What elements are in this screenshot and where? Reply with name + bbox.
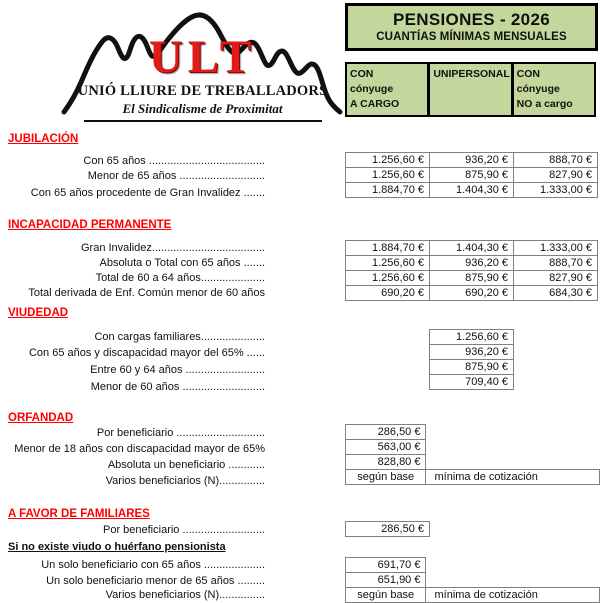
value-cell: 875,90 € [430, 271, 514, 286]
table-row [346, 183, 598, 198]
table-row [346, 256, 598, 271]
column-header-row [345, 62, 598, 117]
row-label: Entre 60 y 64 años .......................... [90, 364, 265, 376]
value-cell: 563,00 € [346, 440, 426, 455]
values-table-si-no-existe-viudo [345, 557, 600, 603]
logo-slogan: El Sindicalisme de Proximitat [122, 101, 283, 116]
logo-acronym: ULT [148, 31, 257, 83]
column-header-unipersonal [428, 62, 512, 117]
title-box [345, 3, 598, 51]
page-title: PENSIONES - 2026 [393, 10, 550, 30]
table-row [346, 522, 430, 537]
table-row [430, 375, 514, 390]
value-cell: 1.256,60 € [346, 256, 430, 271]
column-header-line2: cónyuge [516, 82, 560, 95]
column-header-line1: CON [350, 68, 374, 80]
value-cell: 1.256,60 € [346, 153, 430, 168]
value-cell: 1.256,60 € [346, 271, 430, 286]
column-header-line2: cónyuge [350, 82, 394, 95]
value-cell-base: según base [346, 588, 426, 603]
table-row [346, 558, 600, 573]
column-header-line3: A CARGO [350, 97, 400, 110]
value-cell: 936,20 € [430, 153, 514, 168]
row-label: Un solo beneficiario menor de 65 años ......... [46, 575, 265, 587]
row-label: Un solo beneficiario con 65 años .................... [41, 559, 265, 571]
value-cell: 651,90 € [346, 573, 426, 588]
row-label: Por beneficiario ............................. [96, 427, 265, 439]
table-row [346, 425, 600, 440]
value-cell: 888,70 € [514, 256, 598, 271]
value-cell: 828,80 € [346, 455, 426, 470]
row-label: Absoluta o Total con 65 años ....... [99, 257, 265, 269]
value-cell: 684,30 € [514, 286, 598, 301]
value-cell: 690,20 € [430, 286, 514, 301]
row-label: Gran Invalidez..................................... [80, 242, 265, 254]
table-row [346, 455, 600, 470]
row-label: Total de 60 a 64 años..................... [95, 272, 265, 284]
table-row [430, 360, 514, 375]
values-table-jubilacion [345, 152, 598, 198]
column-header-con-conyuge-a-cargo [345, 62, 429, 117]
value-cell: 936,20 € [430, 256, 514, 271]
values-table-orfandad [345, 424, 600, 485]
value-cell: 1.256,60 € [430, 330, 514, 345]
row-label: Con 65 años y discapacidad mayor del 65% ...... [28, 347, 265, 359]
value-cell: 827,90 € [514, 168, 598, 183]
section-title-si-no-existe-viudo: Si no existe viudo o huérfano pensionista [8, 541, 226, 553]
value-cell: 1.884,70 € [346, 241, 430, 256]
value-cell: 286,50 € [346, 522, 430, 537]
logo-underline [84, 120, 322, 122]
value-cell-base-note: mínima de cotización [426, 588, 600, 603]
column-header-con-conyuge-no-a-cargo [512, 62, 596, 117]
table-row [346, 271, 598, 286]
value-cell: 875,90 € [430, 360, 514, 375]
value-cell: 1.333,00 € [514, 183, 598, 198]
ult-logo [60, 8, 345, 126]
value-cell: 691,70 € [346, 558, 426, 573]
value-cell-base: según base [346, 470, 426, 485]
values-table-a-favor-de-familiares [345, 521, 430, 537]
value-cell: 690,20 € [346, 286, 430, 301]
logo-union-name: UNIÓ LLIURE DE TREBALLADORS [77, 83, 328, 99]
table-row [346, 573, 600, 588]
empty-cell [426, 425, 600, 440]
column-header-line3: NO a cargo [516, 97, 573, 110]
row-label: Menor de 60 años ........................... [90, 381, 265, 393]
section-title-a-favor-de-familiares: A FAVOR DE FAMILIARES [8, 508, 150, 520]
page-subtitle: CUANTÍAS MÍNIMAS MENSUALES [376, 30, 567, 43]
row-label: Absoluta un beneficiario ............ [107, 459, 265, 471]
row-label: Menor de 65 años ............................ [87, 170, 265, 182]
section-title-orfandad: ORFANDAD [8, 412, 74, 424]
value-cell: 936,20 € [430, 345, 514, 360]
row-label: Varios beneficiarios (N)............... [105, 475, 265, 487]
value-cell-base-note: mínima de cotización [426, 470, 600, 485]
table-row [346, 241, 598, 256]
section-title-viudedad: VIUDEDAD [8, 307, 69, 319]
row-label: Con 65 años procedente de Gran Invalidez ....... [30, 187, 265, 199]
row-label: Total derivada de Enf. Común menor de 60 años [28, 287, 265, 299]
empty-cell [426, 573, 600, 588]
value-cell: 1.333,00 € [514, 241, 598, 256]
values-table-incapacidad-permanente [345, 240, 598, 301]
value-cell: 827,90 € [514, 271, 598, 286]
empty-cell [426, 440, 600, 455]
value-cell: 875,90 € [430, 168, 514, 183]
value-cell: 1.404,30 € [430, 241, 514, 256]
row-label: Con 65 años ...................................... [83, 155, 265, 167]
table-row [346, 168, 598, 183]
column-header-line1: CON [516, 68, 540, 80]
value-cell: 1.404,30 € [430, 183, 514, 198]
row-label: Varios beneficiarios (N)............... [105, 589, 265, 601]
table-row [430, 345, 514, 360]
table-row [346, 440, 600, 455]
table-row [430, 330, 514, 345]
section-title-jubilacion: JUBILACIÓN [8, 133, 79, 145]
empty-cell [426, 558, 600, 573]
value-cell: 1.884,70 € [346, 183, 430, 198]
row-label: Con cargas familiares..................... [94, 331, 265, 343]
table-row [346, 153, 598, 168]
value-cell: 888,70 € [514, 153, 598, 168]
column-header-line1: UNIPERSONAL [433, 68, 510, 80]
table-row [346, 286, 598, 301]
value-cell: 1.256,60 € [346, 168, 430, 183]
table-row [346, 470, 600, 485]
values-table-viudedad [429, 329, 514, 390]
row-label: Por beneficiario ........................... [102, 524, 265, 536]
row-label: Menor de 18 años con discapacidad mayor de 65% [14, 443, 265, 455]
table-row [346, 588, 600, 603]
value-cell: 709,40 € [430, 375, 514, 390]
section-title-incapacidad-permanente: INCAPACIDAD PERMANENTE [8, 219, 172, 231]
value-cell: 286,50 € [346, 425, 426, 440]
empty-cell [426, 455, 600, 470]
